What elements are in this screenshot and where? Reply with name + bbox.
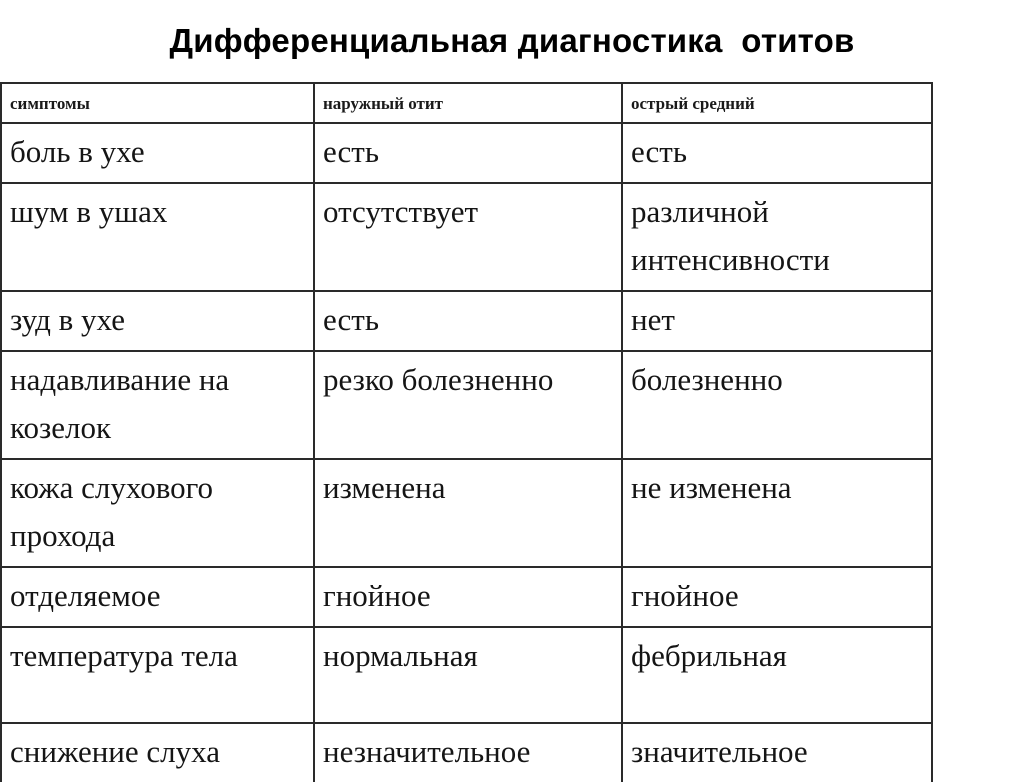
acute-otitis-cell: нет <box>622 291 932 351</box>
header-symptoms: симптомы <box>1 83 314 123</box>
table-row <box>1 183 932 291</box>
table-row <box>1 291 932 351</box>
acute-otitis-cell: значительное <box>622 723 932 782</box>
external-otitis-cell: отсутствует <box>314 183 622 291</box>
symptom-cell: шум в ушах <box>1 183 314 291</box>
external-otitis-cell: незначительное <box>314 723 622 782</box>
symptom-cell: кожа слухового прохода <box>1 459 314 567</box>
external-otitis-cell: есть <box>314 291 622 351</box>
symptom-cell: снижение слуха <box>1 723 314 782</box>
acute-otitis-cell: гнойное <box>622 567 932 627</box>
header-acute-otitis-media: острый средний <box>622 83 932 123</box>
symptom-cell: боль в ухе <box>1 123 314 183</box>
table-row <box>1 567 932 627</box>
acute-otitis-cell: различной интенсивности <box>622 183 932 291</box>
external-otitis-cell: гнойное <box>314 567 622 627</box>
external-otitis-cell: резко болезненно <box>314 351 622 459</box>
acute-otitis-cell: фебрильная <box>622 627 932 723</box>
table-row <box>1 627 932 723</box>
differential-diagnosis-table <box>0 82 933 782</box>
external-otitis-cell: изменена <box>314 459 622 567</box>
slide-title: Дифференциальная диагностика отитов <box>169 22 855 59</box>
external-otitis-cell: нормальная <box>314 627 622 723</box>
acute-otitis-cell: не изменена <box>622 459 932 567</box>
symptom-cell: зуд в ухе <box>1 291 314 351</box>
table-header-row <box>1 83 932 123</box>
acute-otitis-cell: есть <box>622 123 932 183</box>
symptom-cell: отделяемое <box>1 567 314 627</box>
symptom-cell: надавливание на козелок <box>1 351 314 459</box>
acute-otitis-cell: болезненно <box>622 351 932 459</box>
symptom-cell: температура тела <box>1 627 314 723</box>
table-row <box>1 459 932 567</box>
table-row <box>1 351 932 459</box>
external-otitis-cell: есть <box>314 123 622 183</box>
table-row <box>1 123 932 183</box>
header-external-otitis: наружный отит <box>314 83 622 123</box>
table-row <box>1 723 932 782</box>
